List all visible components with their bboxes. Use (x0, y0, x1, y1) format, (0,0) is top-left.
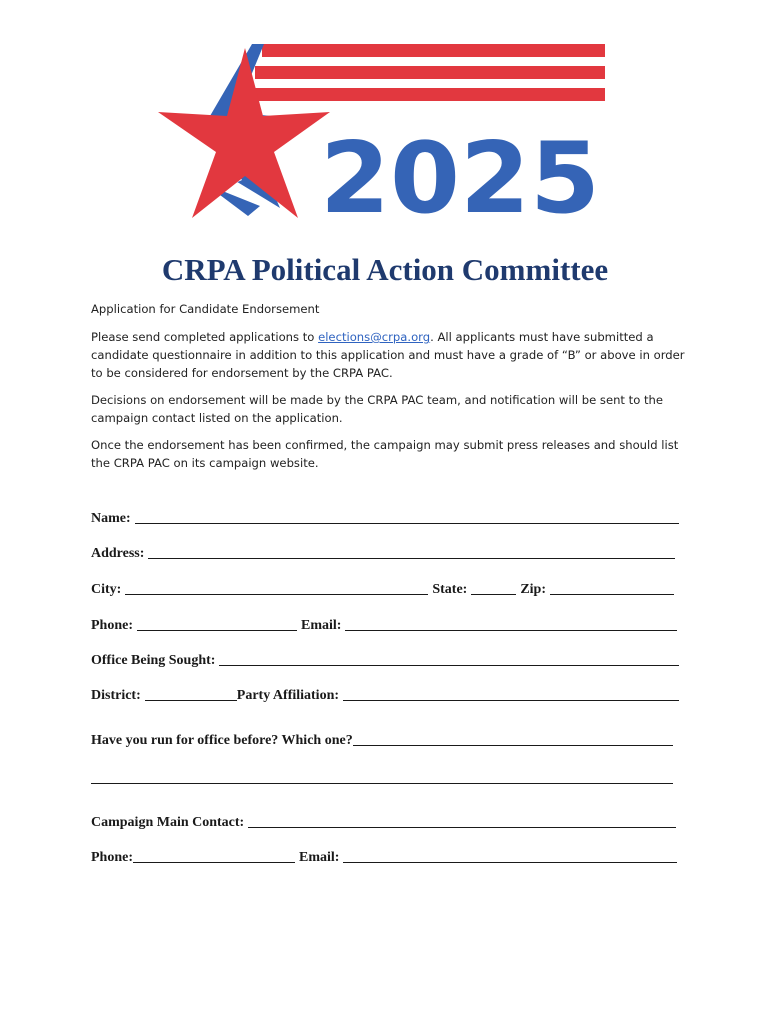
contact-label: Campaign Main Contact: (91, 815, 245, 830)
state-label: State: (432, 582, 468, 597)
intro-paragraph-2: Decisions on endorsement will be made by the CRPA PAC team, and notification will be sent to the campaign contact listed on the application. (91, 393, 664, 425)
run-before-label: Have you run for office before? Which one? (91, 733, 353, 748)
zip-field[interactable] (550, 579, 674, 595)
district-label: District: (91, 688, 141, 703)
contact-field[interactable] (248, 812, 676, 828)
office-label: Office Being Sought: (91, 653, 216, 668)
contact-email-label: Email: (299, 850, 340, 865)
party-field[interactable] (343, 685, 679, 701)
intro-p1-after: . All applicants must have submitted a candidate questionnaire in addition to this application and must have a grade of “B” or above in order to be considered for endorsement by the CRPA PAC. (91, 330, 685, 380)
phone-email-row (91, 614, 679, 634)
page-title: CRPA Political Action Committee (161, 252, 609, 287)
endorsement-form (91, 0, 679, 1024)
state-field[interactable] (471, 579, 516, 595)
logo-year: 2025 (320, 122, 600, 225)
party-label: Party Affiliation: (236, 688, 340, 703)
contact-phone-email-row (91, 846, 679, 866)
email-link[interactable]: elections@crpa.org (318, 330, 431, 344)
address-row (91, 542, 679, 562)
name-row (91, 507, 679, 527)
city-label: City: (91, 582, 122, 597)
run-before-field[interactable] (353, 730, 673, 746)
form-subtitle: Application for Candidate Endorsement (91, 302, 320, 316)
zip-label: Zip: (520, 582, 547, 597)
phone-label: Phone: (91, 618, 133, 633)
contact-row (91, 811, 679, 831)
contact-phone-label: Phone: (91, 850, 133, 865)
email-label: Email: (301, 618, 342, 633)
intro-paragraph-3: Once the endorsement has been confirmed, the campaign may submit press releases and should list the CRPA PAC on its campaign website. (91, 438, 679, 470)
intro-p1-before: Please send completed applications to (91, 330, 319, 344)
run-before-continued-row (91, 767, 679, 787)
address-field[interactable] (148, 543, 675, 559)
name-label: Name: (91, 511, 131, 526)
city-field[interactable] (125, 579, 428, 595)
run-before-row (91, 729, 679, 749)
run-before-field-line-2[interactable] (91, 768, 673, 784)
district-party-row (91, 684, 679, 704)
city-state-zip-row (91, 578, 679, 598)
email-field[interactable] (345, 615, 677, 631)
address-label: Address: (91, 546, 145, 561)
office-row (91, 649, 679, 669)
name-field[interactable] (135, 508, 679, 524)
contact-phone-field[interactable] (133, 847, 295, 863)
district-field[interactable] (145, 685, 237, 701)
contact-email-field[interactable] (343, 847, 677, 863)
office-field[interactable] (219, 650, 679, 666)
phone-field[interactable] (137, 615, 297, 631)
